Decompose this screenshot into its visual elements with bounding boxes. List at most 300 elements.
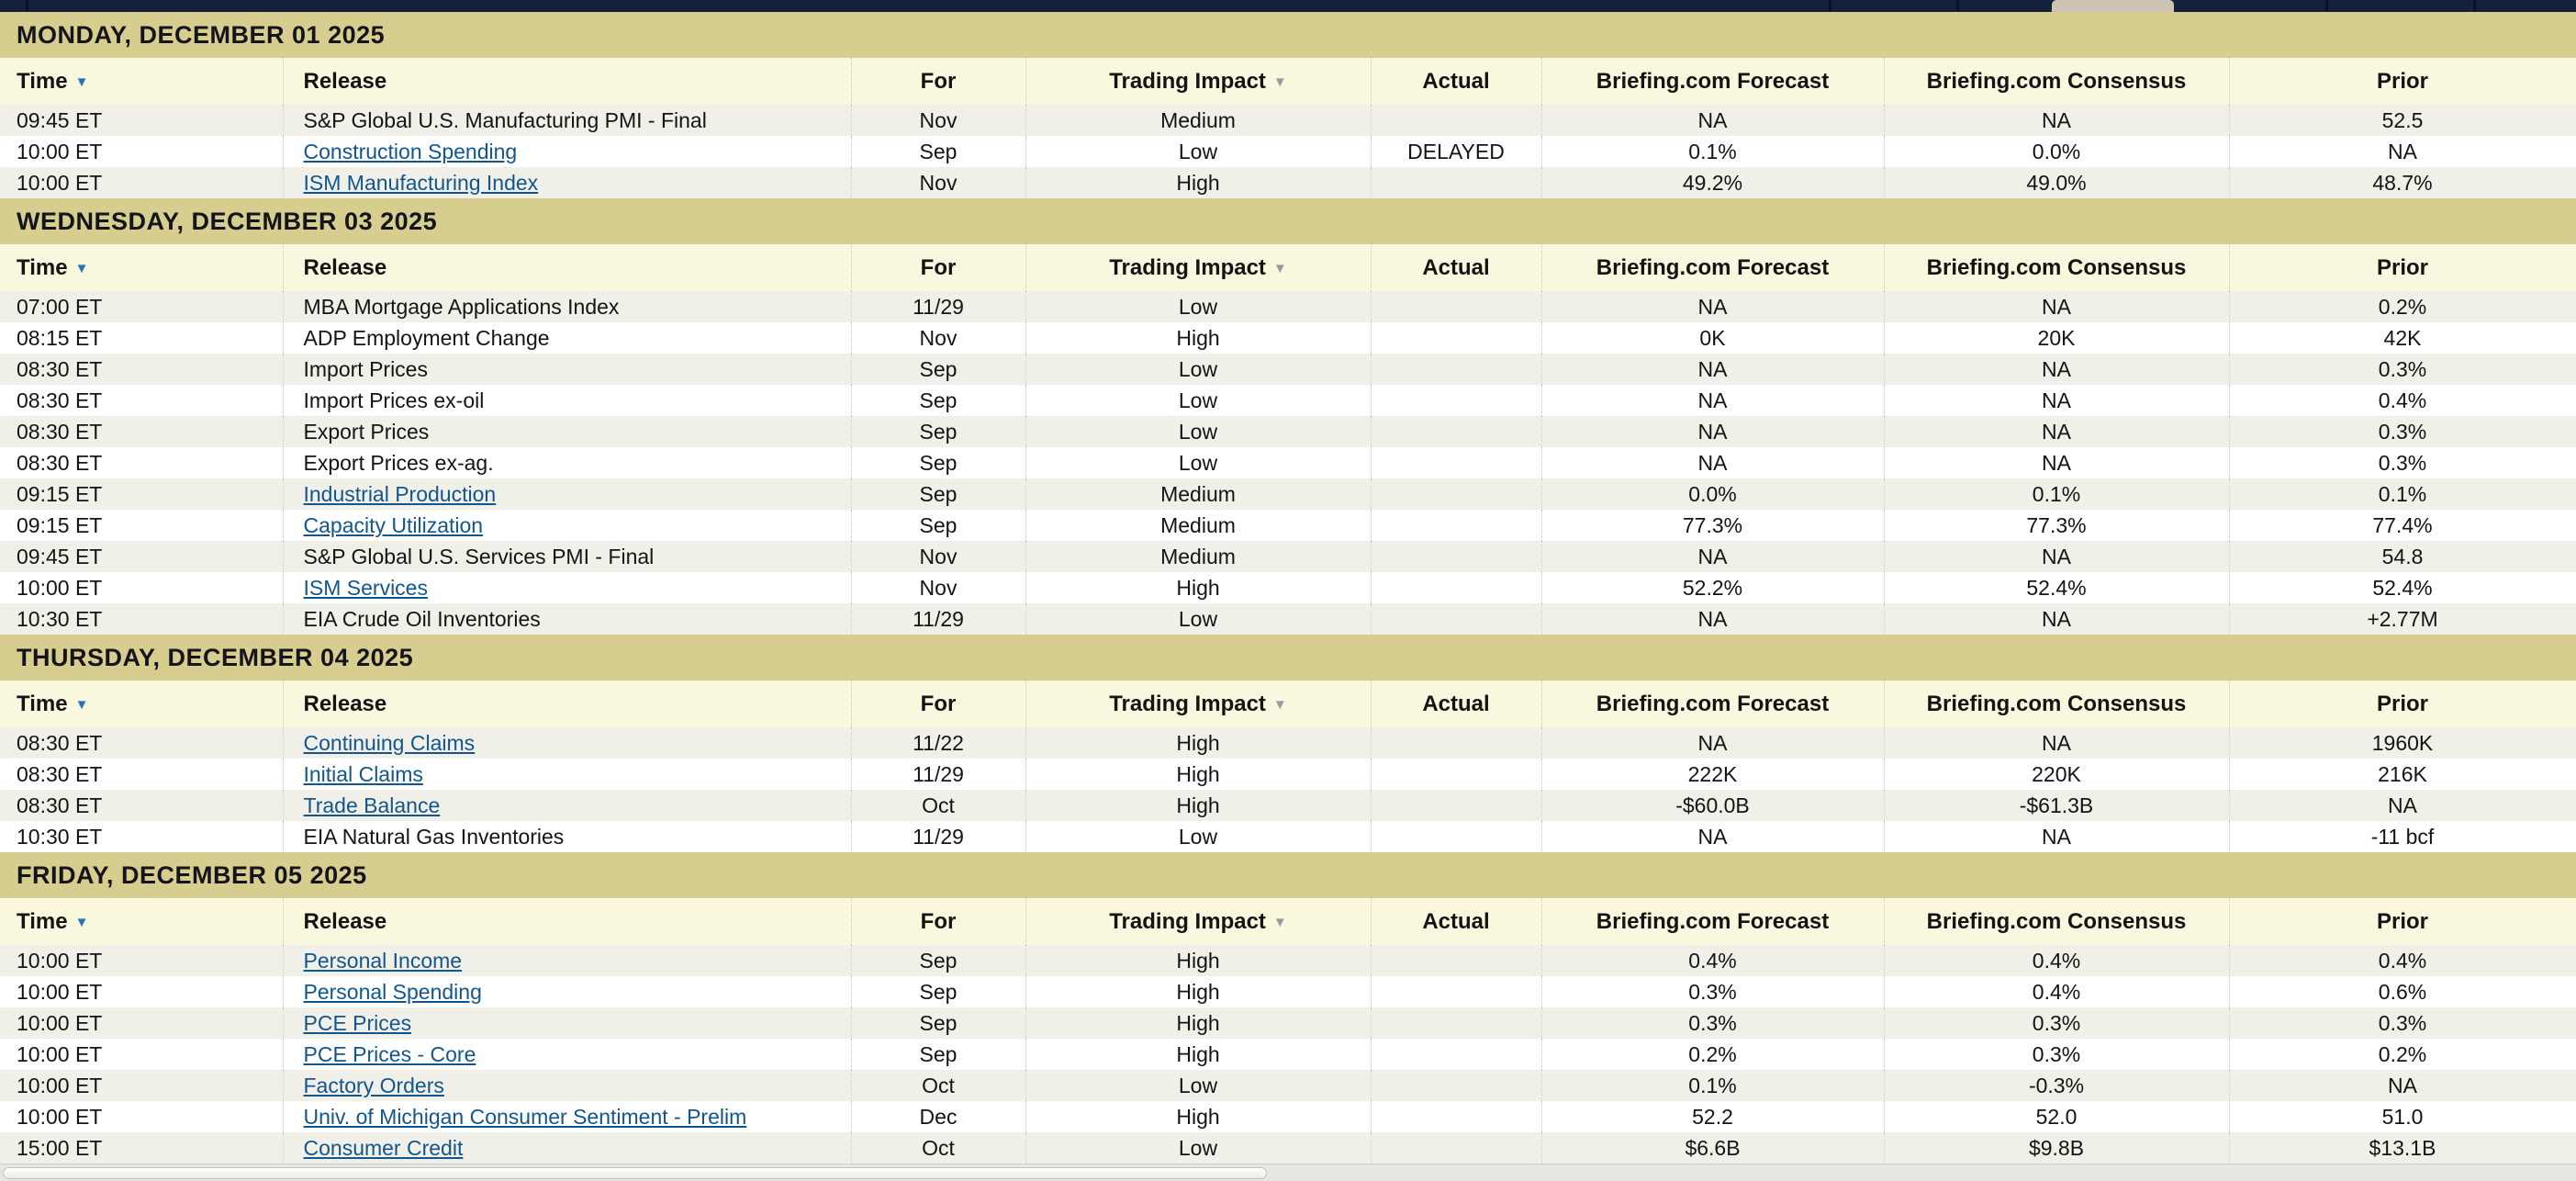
prior-cell: 0.3% [2229,416,2576,447]
consensus-cell: NA [1884,821,2229,852]
actual-cell [1371,167,1541,198]
column-header-forecast [1541,680,1884,727]
table-row [0,1070,2576,1101]
release-link[interactable]: Consumer Credit [303,1135,464,1160]
time-cell: 10:00 ET [0,167,283,198]
column-header-label: Release [303,908,387,934]
time-cell: 08:30 ET [0,354,283,385]
day-section-band [0,635,2576,680]
prior-cell: $13.1B [2229,1132,2576,1164]
release-cell [283,790,851,821]
impact-cell: High [1025,572,1371,603]
horizontal-scrollbar-thumb[interactable] [3,1167,1267,1179]
actual-cell [1371,416,1541,447]
actual-cell [1371,1070,1541,1101]
prior-cell: 0.4% [2229,945,2576,976]
consensus-cell: NA [1884,385,2229,416]
impact-cell: Medium [1025,541,1371,572]
column-header-impact[interactable] [1025,244,1371,291]
consensus-cell: NA [1884,603,2229,635]
column-header-consensus [1884,680,2229,727]
prior-cell: 0.2% [2229,1039,2576,1070]
consensus-cell: 20K [1884,322,2229,354]
release-link[interactable]: PCE Prices [303,1010,412,1035]
consensus-cell: 0.4% [1884,976,2229,1007]
actual-cell: DELAYED [1371,136,1541,167]
header-row [0,244,2576,291]
column-header-consensus [1884,898,2229,945]
impact-cell: High [1025,759,1371,790]
release-link[interactable]: Industrial Production [303,481,497,506]
day-section-band [0,198,2576,244]
release-text: EIA Crude Oil Inventories [303,606,541,631]
release-text: S&P Global U.S. Manufacturing PMI - Final [303,107,707,132]
release-cell [283,478,851,510]
table-row [0,167,2576,198]
column-header-label: Time [17,68,68,94]
release-text: EIA Natural Gas Inventories [303,824,565,849]
impact-cell: Low [1025,821,1371,852]
for-cell: Sep [851,1039,1025,1070]
forecast-cell: NA [1541,416,1884,447]
time-cell: 10:00 ET [0,1101,283,1132]
release-cell [283,1070,851,1101]
time-cell: 10:00 ET [0,1070,283,1101]
release-cell [283,385,851,416]
header-row [0,898,2576,945]
column-header-prior [2229,58,2576,105]
for-cell: 11/29 [851,821,1025,852]
actual-cell [1371,727,1541,759]
column-header-actual [1371,58,1541,105]
table-row [0,727,2576,759]
time-cell: 10:00 ET [0,1007,283,1039]
table-row [0,510,2576,541]
for-cell: Sep [851,976,1025,1007]
forecast-cell: NA [1541,727,1884,759]
column-header-label: Time [17,691,68,716]
actual-cell [1371,1132,1541,1164]
tab-divider [1829,0,1831,12]
release-link[interactable]: Construction Spending [303,139,518,163]
actual-cell [1371,1101,1541,1132]
prior-cell: 0.1% [2229,478,2576,510]
table-row [0,976,2576,1007]
column-header-forecast [1541,898,1884,945]
impact-cell: High [1025,1101,1371,1132]
for-cell: Oct [851,1070,1025,1101]
column-header-for [851,680,1025,727]
tab-divider [1956,0,1959,12]
tab-divider [2473,0,2476,12]
release-link[interactable]: Capacity Utilization [303,512,484,537]
time-cell: 09:15 ET [0,478,283,510]
actual-cell [1371,478,1541,510]
sort-desc-icon[interactable]: ▼ [74,260,89,276]
release-cell [283,291,851,322]
consensus-cell: 52.0 [1884,1101,2229,1132]
time-cell: 15:00 ET [0,1132,283,1164]
impact-cell: Low [1025,354,1371,385]
release-text: Export Prices ex-ag. [303,450,494,475]
forecast-cell: NA [1541,105,1884,136]
active-browser-tab[interactable] [2052,0,2174,12]
prior-cell: 0.3% [2229,1007,2576,1039]
column-header-label: Briefing.com Forecast [1596,691,1830,716]
time-cell: 10:00 ET [0,572,283,603]
time-cell: 10:00 ET [0,976,283,1007]
time-cell: 10:00 ET [0,136,283,167]
column-header-time[interactable] [0,58,283,105]
column-header-time[interactable] [0,898,283,945]
for-cell: 11/22 [851,727,1025,759]
release-cell [283,167,851,198]
release-text: Import Prices [303,356,428,381]
column-header-label: Prior [2376,68,2428,94]
release-link[interactable]: Personal Spending [303,979,482,1004]
tab-divider [26,0,28,12]
column-header-consensus [1884,58,2229,105]
actual-cell [1371,790,1541,821]
consensus-cell: NA [1884,541,2229,572]
impact-cell: High [1025,1039,1371,1070]
column-header-time[interactable] [0,680,283,727]
release-cell [283,759,851,790]
impact-cell: High [1025,322,1371,354]
actual-cell [1371,541,1541,572]
release-text: S&P Global U.S. Services PMI - Final [303,544,655,568]
horizontal-scrollbar[interactable] [0,1164,2576,1181]
for-cell: Oct [851,1132,1025,1164]
column-header-actual [1371,680,1541,727]
consensus-cell: NA [1884,447,2229,478]
consensus-cell: 220K [1884,759,2229,790]
impact-cell: Low [1025,136,1371,167]
day-section-band [0,12,2576,58]
time-cell: 08:30 ET [0,447,283,478]
release-cell [283,945,851,976]
forecast-cell: NA [1541,291,1884,322]
prior-cell: 52.4% [2229,572,2576,603]
release-text: Export Prices [303,419,430,444]
for-cell: Nov [851,541,1025,572]
consensus-cell: NA [1884,105,2229,136]
for-cell: Sep [851,354,1025,385]
release-cell [283,1007,851,1039]
column-header-time[interactable] [0,244,283,291]
impact-cell: High [1025,976,1371,1007]
column-header-consensus [1884,244,2229,291]
release-text: ADP Employment Change [303,325,550,350]
release-cell [283,105,851,136]
release-cell [283,541,851,572]
release-cell [283,572,851,603]
column-header-label: Trading Impact [1109,254,1266,280]
column-header-for [851,898,1025,945]
column-header-release [283,898,851,945]
column-header-actual [1371,244,1541,291]
column-header-release [283,58,851,105]
actual-cell [1371,1039,1541,1070]
day-section-band [0,852,2576,898]
forecast-cell: NA [1541,447,1884,478]
impact-cell: Medium [1025,510,1371,541]
releases-table [0,244,2576,635]
impact-cell: Low [1025,603,1371,635]
release-cell [283,727,851,759]
impact-cell: High [1025,167,1371,198]
column-header-for [851,58,1025,105]
consensus-cell: 49.0% [1884,167,2229,198]
header-row [0,680,2576,727]
consensus-cell: $9.8B [1884,1132,2229,1164]
table-row [0,541,2576,572]
forecast-cell: NA [1541,354,1884,385]
consensus-cell: NA [1884,291,2229,322]
forecast-cell: 52.2% [1541,572,1884,603]
forecast-cell: -$60.0B [1541,790,1884,821]
table-row [0,322,2576,354]
column-header-label: Release [303,254,387,280]
for-cell: 11/29 [851,603,1025,635]
table-row [0,1039,2576,1070]
release-text: MBA Mortgage Applications Index [303,294,620,319]
column-header-release [283,244,851,291]
table-row [0,385,2576,416]
column-header-label: Briefing.com Consensus [1926,908,2187,934]
table-row [0,354,2576,385]
forecast-cell: 52.2 [1541,1101,1884,1132]
impact-cell: Low [1025,1132,1371,1164]
prior-cell: 0.3% [2229,447,2576,478]
for-cell: 11/29 [851,759,1025,790]
column-header-prior [2229,898,2576,945]
consensus-cell: 77.3% [1884,510,2229,541]
prior-cell: -11 bcf [2229,821,2576,852]
release-cell [283,510,851,541]
time-cell: 09:15 ET [0,510,283,541]
consensus-cell: 0.3% [1884,1007,2229,1039]
column-header-label: Briefing.com Consensus [1926,254,2187,280]
prior-cell: 0.4% [2229,385,2576,416]
table-row [0,1101,2576,1132]
column-header-label: Trading Impact [1109,908,1266,934]
time-cell: 10:00 ET [0,945,283,976]
impact-cell: High [1025,1007,1371,1039]
day-section-title: THURSDAY, DECEMBER 04 2025 [17,643,414,671]
forecast-cell: 0.1% [1541,1070,1884,1101]
releases-table [0,58,2576,198]
dropdown-arrow-icon[interactable]: ▼ [1272,914,1287,930]
for-cell: Nov [851,105,1025,136]
release-cell [283,136,851,167]
column-header-label: Time [17,908,68,934]
column-header-label: Actual [1422,254,1490,280]
column-header-label: Actual [1422,68,1490,94]
column-header-prior [2229,680,2576,727]
time-cell: 09:45 ET [0,105,283,136]
release-link[interactable]: Personal Income [303,948,463,973]
day-section-title: WEDNESDAY, DECEMBER 03 2025 [17,207,438,235]
column-header-label: Trading Impact [1109,691,1266,716]
release-link[interactable]: ISM Services [303,575,428,600]
table-row [0,416,2576,447]
time-cell: 08:15 ET [0,322,283,354]
actual-cell [1371,291,1541,322]
forecast-cell: NA [1541,385,1884,416]
consensus-cell: -$61.3B [1884,790,2229,821]
release-link[interactable]: ISM Manufacturing Index [303,170,539,195]
release-cell [283,603,851,635]
actual-cell [1371,603,1541,635]
column-header-prior [2229,244,2576,291]
for-cell: Sep [851,385,1025,416]
forecast-cell: $6.6B [1541,1132,1884,1164]
actual-cell [1371,759,1541,790]
release-link[interactable]: Initial Claims [303,761,423,786]
time-cell: 08:30 ET [0,727,283,759]
forecast-cell: NA [1541,821,1884,852]
column-header-label: Trading Impact [1109,68,1266,94]
time-cell: 07:00 ET [0,291,283,322]
column-header-label: Prior [2376,691,2428,716]
column-header-impact[interactable] [1025,898,1371,945]
time-cell: 08:30 ET [0,790,283,821]
release-cell [283,354,851,385]
time-cell: 10:00 ET [0,1039,283,1070]
actual-cell [1371,821,1541,852]
forecast-cell: 222K [1541,759,1884,790]
forecast-cell: 49.2% [1541,167,1884,198]
release-cell [283,1132,851,1164]
impact-cell: Low [1025,447,1371,478]
prior-cell: 77.4% [2229,510,2576,541]
column-header-label: For [920,691,957,716]
for-cell: Dec [851,1101,1025,1132]
releases-table [0,898,2576,1164]
release-link[interactable]: Trade Balance [303,793,441,817]
prior-cell: 216K [2229,759,2576,790]
consensus-cell: NA [1884,416,2229,447]
impact-cell: Medium [1025,478,1371,510]
actual-cell [1371,447,1541,478]
release-link[interactable]: PCE Prices - Core [303,1041,476,1066]
column-header-for [851,244,1025,291]
column-header-label: Briefing.com Forecast [1596,68,1830,94]
sort-desc-icon[interactable]: ▼ [74,696,89,713]
table-row [0,447,2576,478]
dropdown-arrow-icon[interactable]: ▼ [1272,696,1287,713]
actual-cell [1371,105,1541,136]
column-header-label: Briefing.com Forecast [1596,908,1830,934]
sort-desc-icon[interactable]: ▼ [74,914,89,930]
forecast-cell: NA [1541,541,1884,572]
for-cell: Sep [851,510,1025,541]
prior-cell: 0.6% [2229,976,2576,1007]
prior-cell: 51.0 [2229,1101,2576,1132]
prior-cell: 48.7% [2229,167,2576,198]
prior-cell: 1960K [2229,727,2576,759]
forecast-cell: 0.3% [1541,976,1884,1007]
forecast-cell: 0.3% [1541,1007,1884,1039]
for-cell: Nov [851,322,1025,354]
time-cell: 09:45 ET [0,541,283,572]
for-cell: Sep [851,447,1025,478]
release-cell [283,821,851,852]
prior-cell: NA [2229,790,2576,821]
column-header-impact[interactable] [1025,680,1371,727]
table-row [0,945,2576,976]
table-row [0,105,2576,136]
dropdown-arrow-icon[interactable]: ▼ [1272,73,1287,90]
column-header-forecast [1541,244,1884,291]
impact-cell: Low [1025,416,1371,447]
dropdown-arrow-icon[interactable]: ▼ [1272,260,1287,276]
impact-cell: Low [1025,385,1371,416]
prior-cell: 54.8 [2229,541,2576,572]
impact-cell: Low [1025,291,1371,322]
forecast-cell: 0.4% [1541,945,1884,976]
column-header-label: Time [17,254,68,280]
impact-cell: High [1025,945,1371,976]
actual-cell [1371,322,1541,354]
column-header-label: Prior [2376,254,2428,280]
column-header-forecast [1541,58,1884,105]
for-cell: Sep [851,945,1025,976]
consensus-cell: 0.3% [1884,1039,2229,1070]
for-cell: 11/29 [851,291,1025,322]
actual-cell [1371,976,1541,1007]
prior-cell: 42K [2229,322,2576,354]
time-cell: 08:30 ET [0,385,283,416]
forecast-cell: 77.3% [1541,510,1884,541]
forecast-cell: 0.0% [1541,478,1884,510]
impact-cell: Low [1025,1070,1371,1101]
time-cell: 10:30 ET [0,821,283,852]
actual-cell [1371,354,1541,385]
release-link[interactable]: Univ. of Michigan Consumer Sentiment - Prelim [303,1104,747,1129]
header-row [0,58,2576,105]
forecast-cell: NA [1541,603,1884,635]
table-row [0,821,2576,852]
column-header-label: For [920,254,957,280]
column-header-label: For [920,68,957,94]
time-cell: 08:30 ET [0,416,283,447]
impact-cell: Medium [1025,105,1371,136]
consensus-cell: 52.4% [1884,572,2229,603]
sort-desc-icon[interactable]: ▼ [74,73,89,90]
forecast-cell: 0.2% [1541,1039,1884,1070]
column-header-label: For [920,908,957,934]
actual-cell [1371,385,1541,416]
release-link[interactable]: Factory Orders [303,1073,444,1097]
prior-cell: 52.5 [2229,105,2576,136]
release-link[interactable]: Continuing Claims [303,730,476,755]
for-cell: Oct [851,790,1025,821]
day-section-title: FRIDAY, DECEMBER 05 2025 [17,860,367,889]
forecast-cell: 0K [1541,322,1884,354]
column-header-impact[interactable] [1025,58,1371,105]
table-row [0,291,2576,322]
prior-cell: NA [2229,1070,2576,1101]
release-cell [283,1101,851,1132]
prior-cell: +2.77M [2229,603,2576,635]
column-header-label: Actual [1422,908,1490,934]
impact-cell: High [1025,790,1371,821]
column-header-release [283,680,851,727]
table-row [0,136,2576,167]
column-header-label: Actual [1422,691,1490,716]
